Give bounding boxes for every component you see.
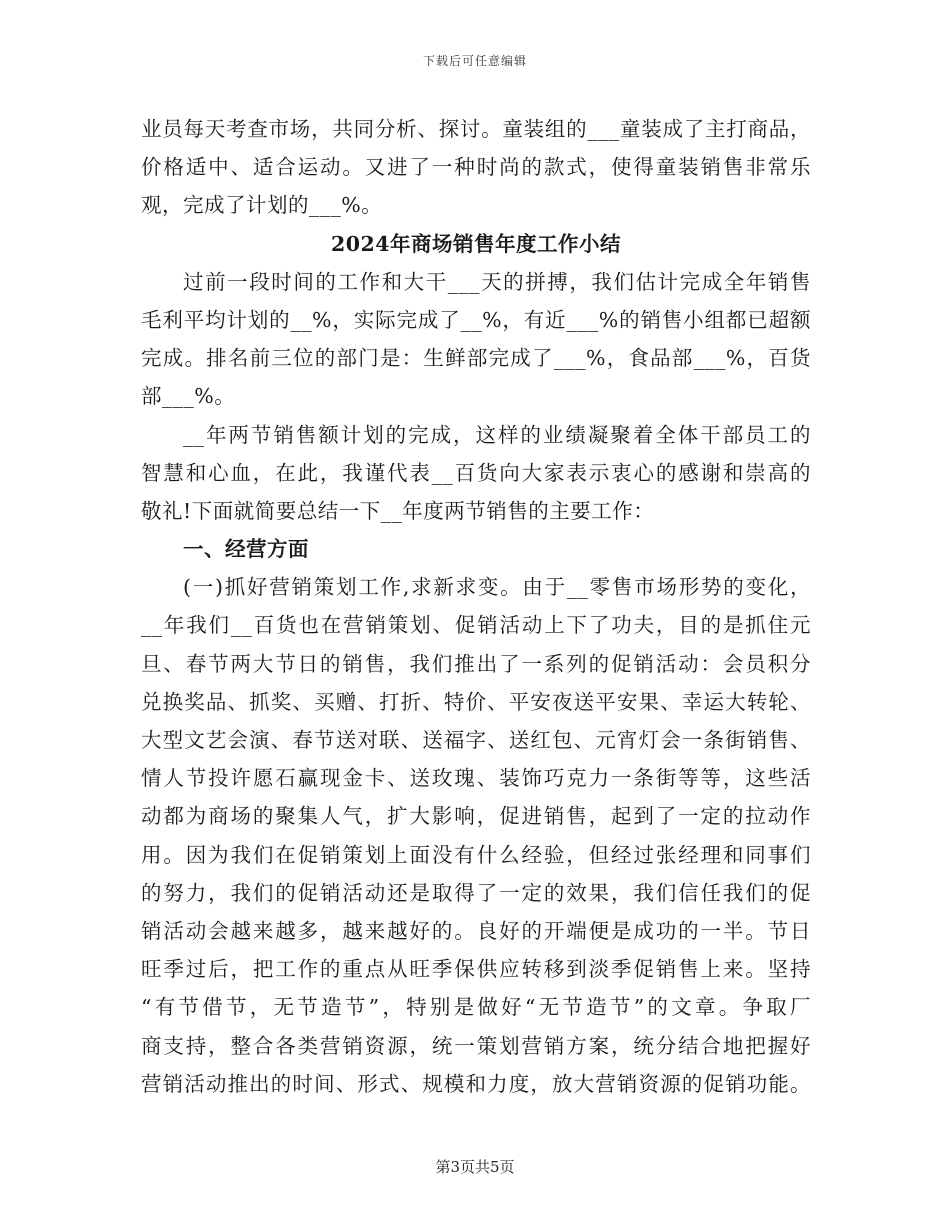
body-line: 兑换奖品、抓奖、买赠、打折、特价、平安夜送平安果、幸运大转轮、 (141, 689, 811, 714)
body-line: 商支持，整合各类营销资源，统一策划营销方案，统分结合地把握好 (141, 1033, 811, 1058)
body-line: 旦、春节两大节日的销售，我们推出了一系列的促销活动：会员积分 (141, 651, 811, 676)
body-line: 用。因为我们在促销策划上面没有什么经验，但经过张经理和同事们 (141, 842, 811, 867)
body-line: 毛利平均计划的__%，实际完成了__%，有近___%的销售小组都已超额 (141, 307, 811, 332)
body-line: 智慧和心血，在此，我谨代表__百货向大家表示衷心的感谢和崇高的 (141, 460, 811, 485)
body-line: 敬礼!下面就简要总结一下__年度两节销售的主要工作： (141, 498, 655, 523)
body-line: 营销活动推出的时间、形式、规模和力度，放大营销资源的促销功能。 (141, 1071, 811, 1096)
body-line: 部___%。 (141, 384, 236, 409)
body-line: (一)抓好营销策划工作,求新求变。由于__零售市场形势的变化， (183, 575, 811, 600)
body-line: 的努力，我们的促销活动还是取得了一定的效果，我们信任我们的促 (141, 880, 811, 905)
page-header: 下载后可任意编辑 (422, 54, 527, 68)
page-footer: 第3页共5页 (435, 1158, 515, 1176)
document-body (141, 110, 811, 1103)
body-line: 业员每天考查市场，共同分析、探讨。童装组的___童装成了主打商品， (141, 117, 811, 141)
body-line: __年我们__百货也在营销策划、促销活动上下了功夫，目的是抓住元 (141, 613, 811, 638)
section-title: 2024年商场销售年度工作小结 (330, 231, 622, 256)
body-line: 动都为商场的聚集人气，扩大影响，促进销售，起到了一定的拉动作 (141, 804, 811, 829)
body-line: 销活动会越来越多，越来越好的。良好的开端便是成功的一半。节日 (141, 918, 811, 943)
body-line: __年两节销售额计划的完成，这样的业绩凝聚着全体干部员工的 (183, 422, 811, 447)
body-line: 旺季过后，把工作的重点从旺季保供应转移到淡季促销售上来。坚持 (141, 957, 811, 982)
body-line: 完成。排名前三位的部门是：生鲜部完成了___%，食品部___%，百货 (141, 346, 811, 371)
body-line: 过前一段时间的工作和大干___天的拼搏，我们估计完成全年销售 (183, 269, 811, 294)
body-line: 情人节投许愿石赢现金卡、送玫瑰、装饰巧克力一条街等等，这些活 (141, 766, 811, 791)
subsection-heading: 一、经营方面 (183, 537, 309, 562)
body-line: 价格适中、适合运动。又进了一种时尚的款式，使得童装销售非常乐 (141, 155, 811, 180)
body-line: 大型文艺会演、春节送对联、送福字、送红包、元宵灯会一条街销售、 (141, 728, 811, 752)
body-line: 观，完成了计划的___%。 (141, 193, 383, 218)
body-line: “有节借节，无节造节”，特别是做好“无节造节”的文章。争取厂 (141, 995, 811, 1020)
